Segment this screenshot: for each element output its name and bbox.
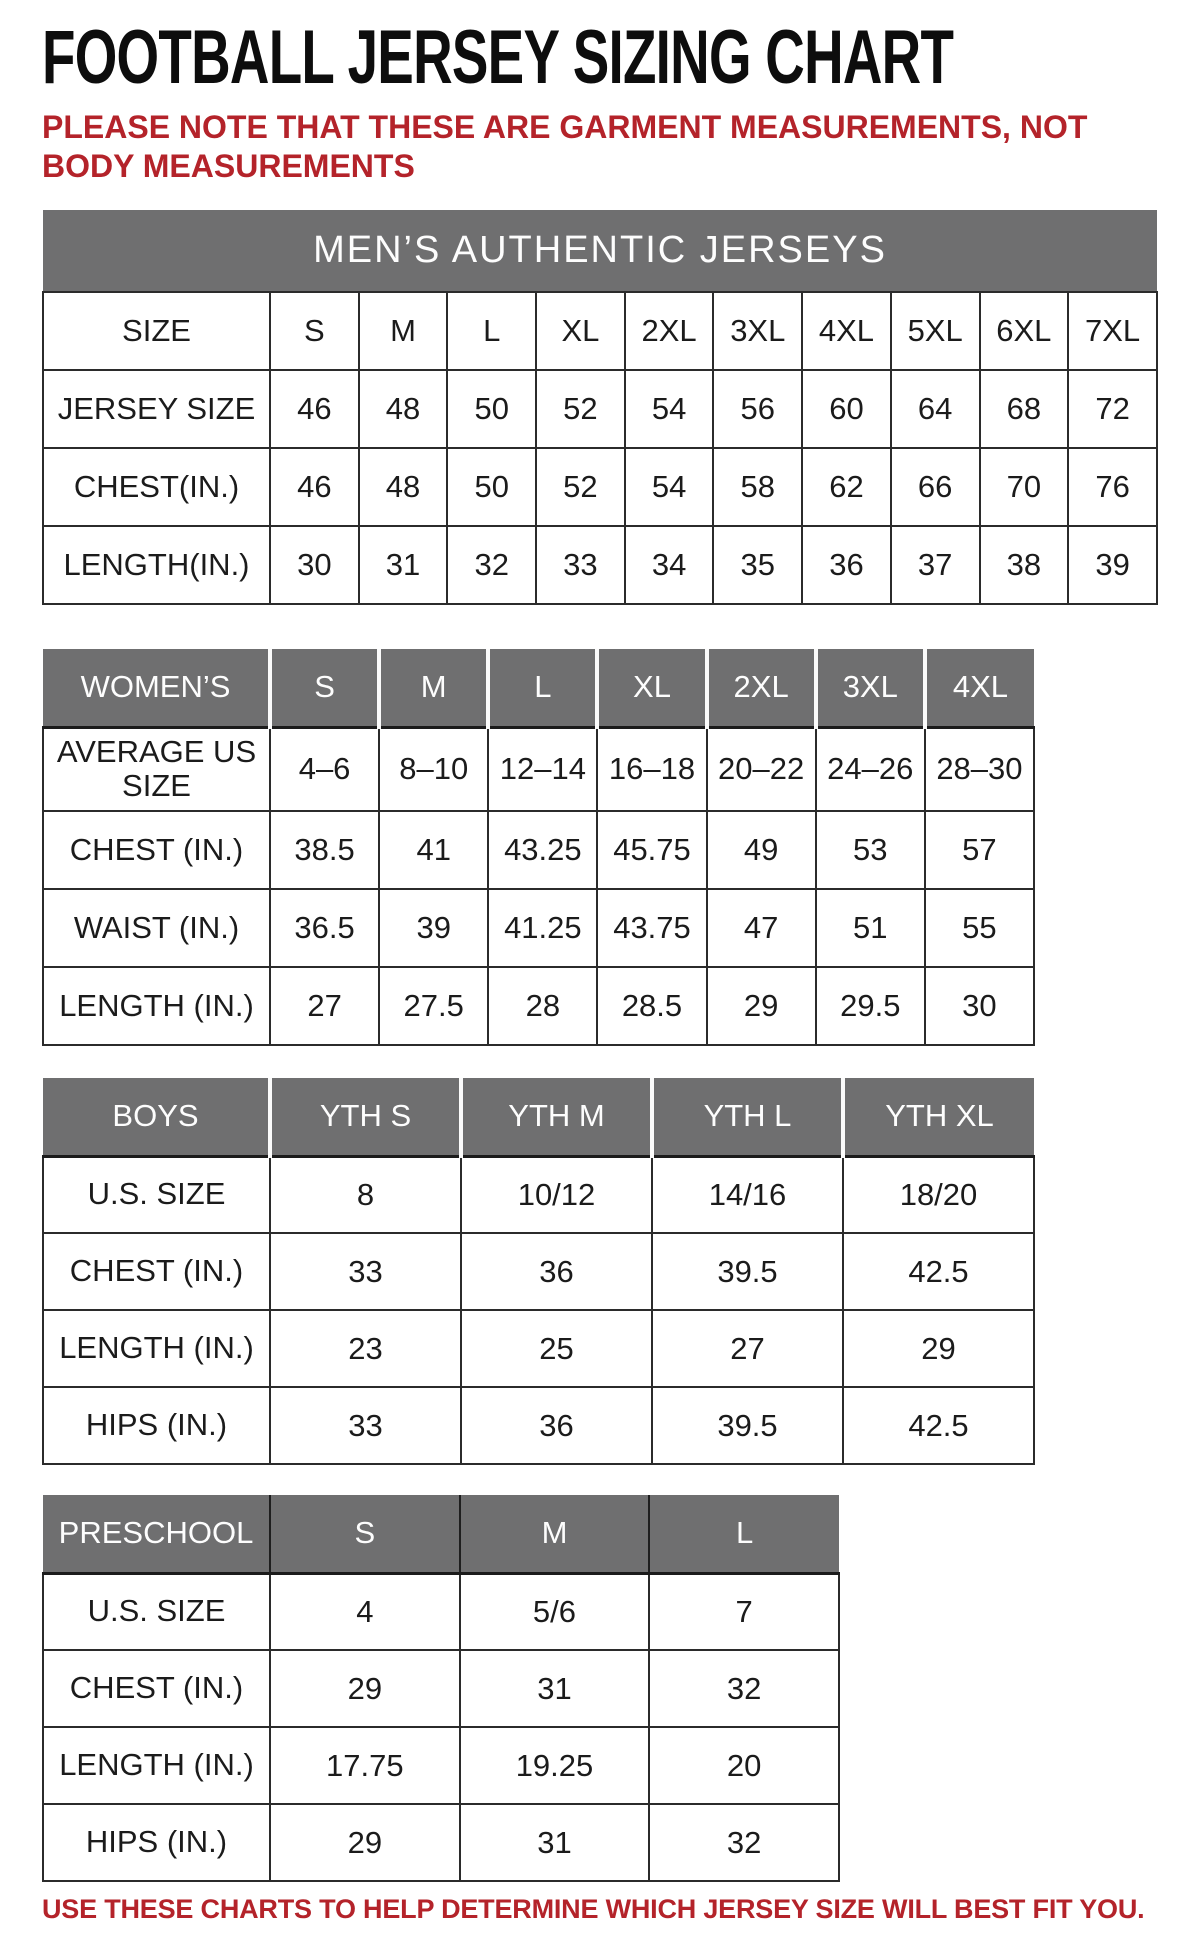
page-title-text: FOOTBALL JERSEY SIZING CHART xyxy=(42,15,954,100)
data-cell: 35 xyxy=(713,526,802,604)
fit-advice-note: USE THESE CHARTS TO HELP DETERMINE WHICH JERSEY SIZE WILL BEST FIT YOU. xyxy=(42,1894,1145,1925)
data-cell: 54 xyxy=(625,370,714,448)
boys-column-header: YTH L xyxy=(652,1078,843,1156)
boys-table-row xyxy=(43,1387,1034,1464)
data-cell: 50 xyxy=(447,370,536,448)
womens-column-header: S xyxy=(270,649,379,727)
row-label: LENGTH (IN.) xyxy=(43,1310,270,1387)
data-cell: 43.75 xyxy=(597,889,706,967)
data-cell: 36.5 xyxy=(270,889,379,967)
mens-sizing-table xyxy=(42,210,1158,605)
data-cell: 5/6 xyxy=(460,1573,650,1650)
data-cell: 20 xyxy=(649,1727,839,1804)
boys-table-row xyxy=(43,1233,1034,1310)
data-cell: 39 xyxy=(379,889,488,967)
preschool-header-row xyxy=(43,1495,839,1573)
mens-column-header: XL xyxy=(536,292,625,370)
preschool-group-label: PRESCHOOL xyxy=(43,1495,270,1573)
data-cell: 48 xyxy=(359,370,448,448)
womens-column-header: 3XL xyxy=(816,649,925,727)
row-label: WAIST (IN.) xyxy=(43,889,270,967)
mens-column-header: M xyxy=(359,292,448,370)
data-cell: 32 xyxy=(649,1804,839,1881)
data-cell: 72 xyxy=(1068,370,1157,448)
mens-banner-row xyxy=(43,210,1157,292)
row-label: CHEST (IN.) xyxy=(43,1650,270,1727)
preschool-table-row xyxy=(43,1573,839,1650)
data-cell: 29 xyxy=(843,1310,1034,1387)
data-cell: 29 xyxy=(707,967,816,1045)
data-cell: 46 xyxy=(270,448,359,526)
preschool-table-row xyxy=(43,1650,839,1727)
womens-column-header: XL xyxy=(597,649,706,727)
data-cell: 52 xyxy=(536,448,625,526)
data-cell: 19.25 xyxy=(460,1727,650,1804)
data-cell: 14/16 xyxy=(652,1156,843,1233)
data-cell: 31 xyxy=(460,1804,650,1881)
row-label: LENGTH (IN.) xyxy=(43,1727,270,1804)
mens-column-header: S xyxy=(270,292,359,370)
womens-header-row xyxy=(43,649,1034,727)
data-cell: 31 xyxy=(460,1650,650,1727)
data-cell: 31 xyxy=(359,526,448,604)
boys-table-row xyxy=(43,1310,1034,1387)
mens-table-row xyxy=(43,370,1157,448)
preschool-table-row xyxy=(43,1804,839,1881)
womens-table-row xyxy=(43,967,1034,1045)
womens-group-label: WOMEN’S xyxy=(43,649,270,727)
data-cell: 66 xyxy=(891,448,980,526)
data-cell: 8 xyxy=(270,1156,461,1233)
womens-column-header: M xyxy=(379,649,488,727)
data-cell: 50 xyxy=(447,448,536,526)
row-label: CHEST (IN.) xyxy=(43,811,270,889)
row-label: CHEST(IN.) xyxy=(43,448,270,526)
data-cell: 28 xyxy=(488,967,597,1045)
preschool-column-header: M xyxy=(460,1495,650,1573)
data-cell: 12–14 xyxy=(488,727,597,811)
row-label: LENGTH(IN.) xyxy=(43,526,270,604)
data-cell: 10/12 xyxy=(461,1156,652,1233)
womens-column-header: 4XL xyxy=(925,649,1034,727)
data-cell: 45.75 xyxy=(597,811,706,889)
data-cell: 41 xyxy=(379,811,488,889)
data-cell: 29 xyxy=(270,1804,460,1881)
womens-table-row xyxy=(43,727,1034,811)
womens-table-row xyxy=(43,889,1034,967)
data-cell: 42.5 xyxy=(843,1387,1034,1464)
mens-table-row xyxy=(43,448,1157,526)
data-cell: 20–22 xyxy=(707,727,816,811)
data-cell: 28.5 xyxy=(597,967,706,1045)
data-cell: 55 xyxy=(925,889,1034,967)
mens-column-header: L xyxy=(447,292,536,370)
data-cell: 38.5 xyxy=(270,811,379,889)
data-cell: 41.25 xyxy=(488,889,597,967)
mens-column-header: 5XL xyxy=(891,292,980,370)
data-cell: 27 xyxy=(652,1310,843,1387)
data-cell: 8–10 xyxy=(379,727,488,811)
preschool-column-header: L xyxy=(649,1495,839,1573)
data-cell: 36 xyxy=(461,1233,652,1310)
mens-column-header: 4XL xyxy=(802,292,891,370)
row-label: U.S. SIZE xyxy=(43,1573,270,1650)
mens-table-row xyxy=(43,526,1157,604)
tables-container xyxy=(42,210,1200,1882)
boys-sizing-table xyxy=(42,1078,1035,1465)
data-cell: 60 xyxy=(802,370,891,448)
row-label: LENGTH (IN.) xyxy=(43,967,270,1045)
data-cell: 34 xyxy=(625,526,714,604)
boys-group-label: BOYS xyxy=(43,1078,270,1156)
boys-column-header: YTH XL xyxy=(843,1078,1034,1156)
womens-column-header: L xyxy=(488,649,597,727)
data-cell: 38 xyxy=(980,526,1069,604)
womens-sizing-table xyxy=(42,649,1035,1046)
data-cell: 4 xyxy=(270,1573,460,1650)
boys-column-header: YTH M xyxy=(461,1078,652,1156)
data-cell: 16–18 xyxy=(597,727,706,811)
data-cell: 33 xyxy=(270,1233,461,1310)
row-label: HIPS (IN.) xyxy=(43,1804,270,1881)
garment-measurements-note: PLEASE NOTE THAT THESE ARE GARMENT MEASUREMENTS, NOT BODY MEASUREMENTS xyxy=(42,109,1088,185)
data-cell: 37 xyxy=(891,526,980,604)
preschool-sizing-table xyxy=(42,1495,840,1882)
data-cell: 24–26 xyxy=(816,727,925,811)
row-label: JERSEY SIZE xyxy=(43,370,270,448)
data-cell: 47 xyxy=(707,889,816,967)
data-cell: 17.75 xyxy=(270,1727,460,1804)
data-cell: 30 xyxy=(925,967,1034,1045)
data-cell: 36 xyxy=(461,1387,652,1464)
data-cell: 4–6 xyxy=(270,727,379,811)
data-cell: 48 xyxy=(359,448,448,526)
data-cell: 64 xyxy=(891,370,980,448)
data-cell: 46 xyxy=(270,370,359,448)
data-cell: 18/20 xyxy=(843,1156,1034,1233)
data-cell: 53 xyxy=(816,811,925,889)
row-label: CHEST (IN.) xyxy=(43,1233,270,1310)
preschool-column-header: S xyxy=(270,1495,460,1573)
data-cell: 29.5 xyxy=(816,967,925,1045)
page-title xyxy=(42,15,1200,100)
mens-column-header: 7XL xyxy=(1068,292,1157,370)
mens-column-header: 2XL xyxy=(625,292,714,370)
data-cell: 25 xyxy=(461,1310,652,1387)
data-cell: 52 xyxy=(536,370,625,448)
mens-column-header: 3XL xyxy=(713,292,802,370)
mens-group-label: SIZE xyxy=(43,292,270,370)
data-cell: 70 xyxy=(980,448,1069,526)
data-cell: 27 xyxy=(270,967,379,1045)
row-label: U.S. SIZE xyxy=(43,1156,270,1233)
data-cell: 51 xyxy=(816,889,925,967)
data-cell: 23 xyxy=(270,1310,461,1387)
data-cell: 39.5 xyxy=(652,1387,843,1464)
data-cell: 68 xyxy=(980,370,1069,448)
data-cell: 62 xyxy=(802,448,891,526)
data-cell: 7 xyxy=(649,1573,839,1650)
data-cell: 58 xyxy=(713,448,802,526)
data-cell: 28–30 xyxy=(925,727,1034,811)
data-cell: 39 xyxy=(1068,526,1157,604)
data-cell: 32 xyxy=(649,1650,839,1727)
boys-table-row xyxy=(43,1156,1034,1233)
data-cell: 49 xyxy=(707,811,816,889)
data-cell: 27.5 xyxy=(379,967,488,1045)
data-cell: 30 xyxy=(270,526,359,604)
preschool-table-row xyxy=(43,1727,839,1804)
data-cell: 39.5 xyxy=(652,1233,843,1310)
data-cell: 43.25 xyxy=(488,811,597,889)
mens-column-header: 6XL xyxy=(980,292,1069,370)
data-cell: 33 xyxy=(536,526,625,604)
data-cell: 32 xyxy=(447,526,536,604)
data-cell: 36 xyxy=(802,526,891,604)
womens-table-row xyxy=(43,811,1034,889)
row-label: HIPS (IN.) xyxy=(43,1387,270,1464)
data-cell: 54 xyxy=(625,448,714,526)
data-cell: 56 xyxy=(713,370,802,448)
boys-column-header: YTH S xyxy=(270,1078,461,1156)
data-cell: 42.5 xyxy=(843,1233,1034,1310)
data-cell: 57 xyxy=(925,811,1034,889)
data-cell: 76 xyxy=(1068,448,1157,526)
mens-header-row xyxy=(43,292,1157,370)
boys-header-row xyxy=(43,1078,1034,1156)
row-label: AVERAGE US SIZE xyxy=(43,727,270,811)
womens-column-header: 2XL xyxy=(707,649,816,727)
data-cell: 33 xyxy=(270,1387,461,1464)
mens-banner: MEN’S AUTHENTIC JERSEYS xyxy=(43,210,1157,292)
data-cell: 29 xyxy=(270,1650,460,1727)
